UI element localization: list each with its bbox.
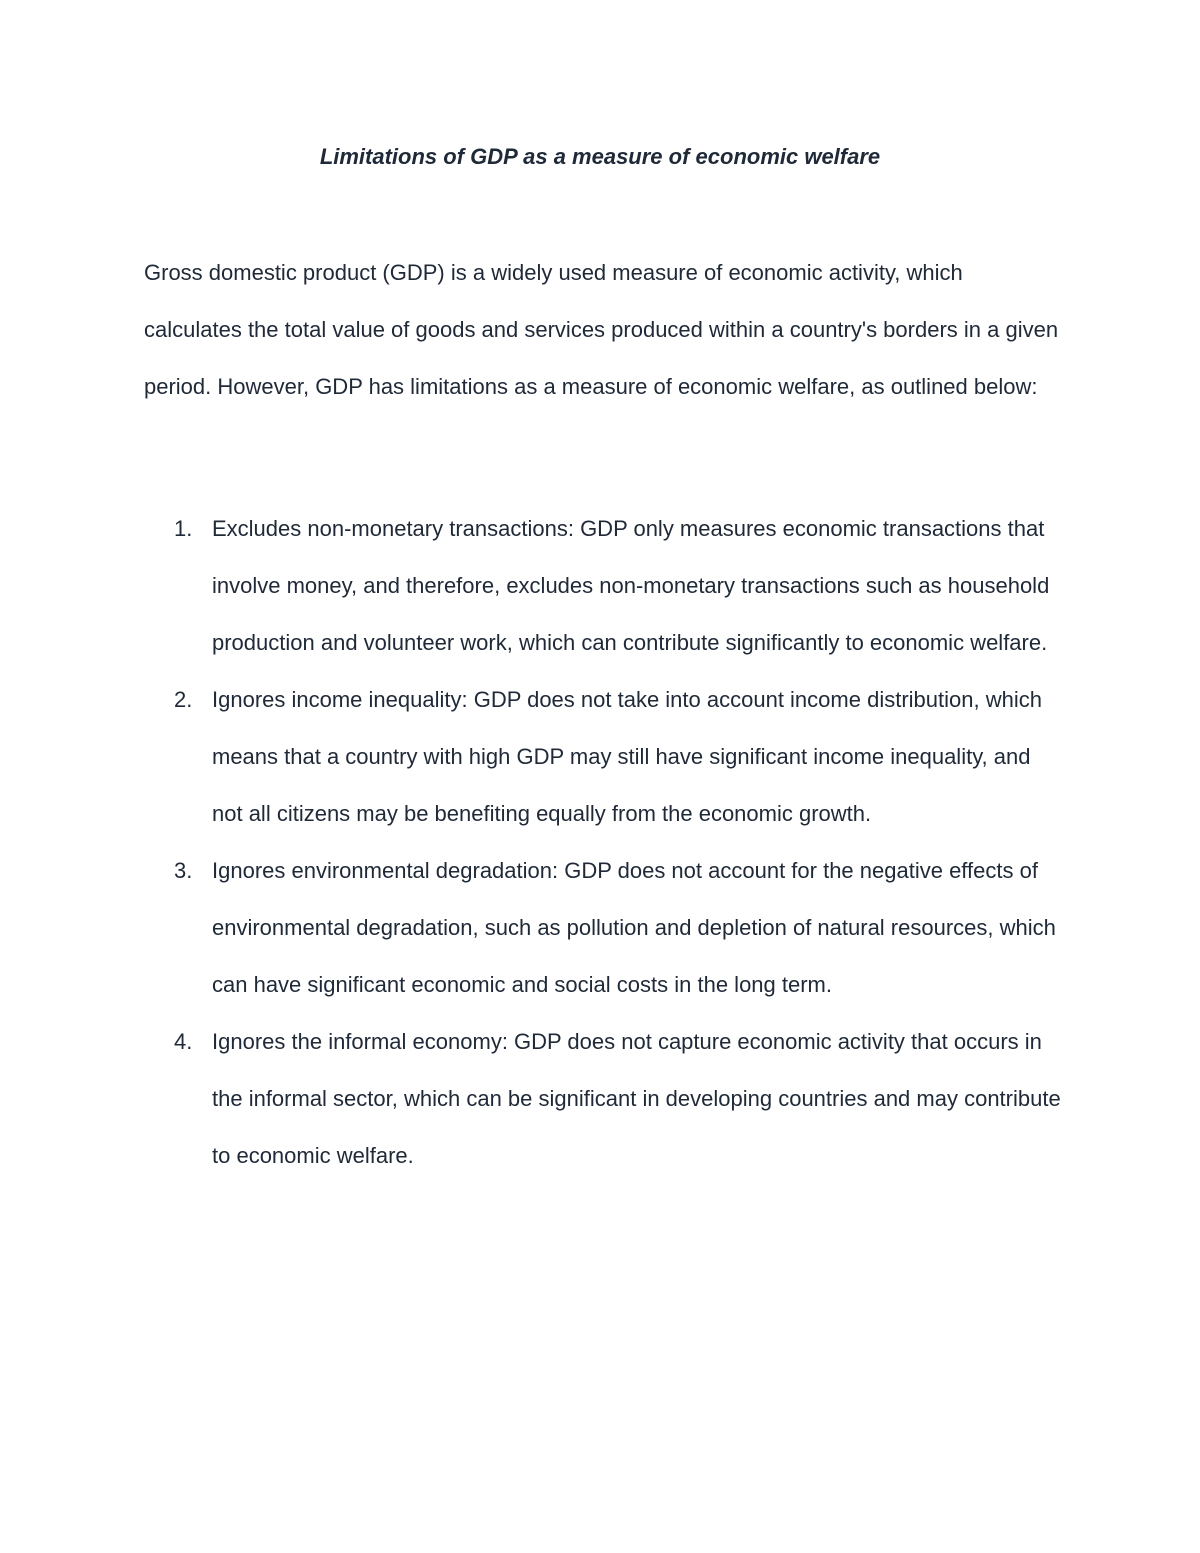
list-item-number: 4. — [174, 1029, 193, 1054]
intro-paragraph: Gross domestic product (GDP) is a widely used measure of economic activity, which calculates the total value of goods and services produced within a country's borders in a given period. However, GDP has limitations as a measure of economic welfare, as outlined below: — [144, 260, 1059, 399]
list-item-number: 2. — [174, 687, 193, 712]
limitations-list — [144, 500, 1064, 1184]
list-item-text: Ignores the informal economy: GDP does not capture economic activity that occurs in the informal sector, which can be significant in developing countries and may contribute to economic welfare. — [212, 1029, 1061, 1168]
list-item-number: 1. — [174, 516, 193, 541]
list-item — [144, 500, 1064, 671]
list-item — [144, 1013, 1064, 1184]
document-title: Limitations of GDP as a measure of economic welfare — [319, 144, 881, 169]
list-item — [144, 671, 1064, 842]
list-item-text: Ignores income inequality: GDP does not take into account income distribution, which means that a country with high GDP may still have significant income inequality, and not all citizens may be benefiting equally from the economic growth. — [212, 687, 1042, 826]
list-item — [144, 842, 1064, 1013]
list-item-text: Excludes non-monetary transactions: GDP only measures economic transactions that involve money, and therefore, excludes non-monetary transactions such as household production and volunteer work, which can contribute significantly to economic welfare. — [212, 516, 1050, 655]
list-item-number: 3. — [174, 858, 193, 883]
list-item-text: Ignores environmental degradation: GDP does not account for the negative effects of environmental degradation, such as pollution and depletion of natural resources, which can have significant economic and social costs in the long term. — [212, 858, 1056, 997]
